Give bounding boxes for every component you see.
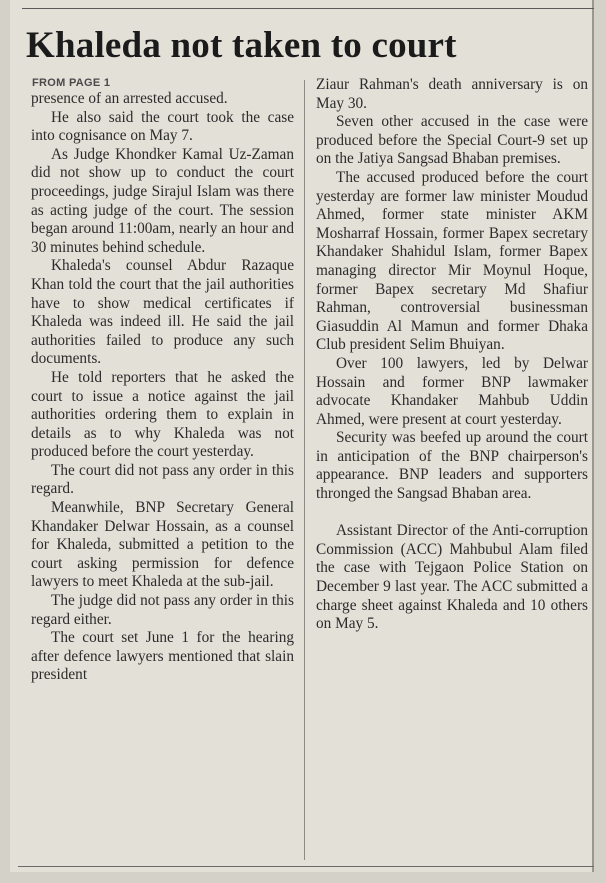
- paragraph: He told reporters that he asked the court to issue a notice against the jail authorities ordering them to explain in details as to why Khaleda was not produced before the court yesterday.: [31, 368, 294, 461]
- paragraph: Security was beefed up around the court in anticipation of the BNP chairperson's appearance. BNP leaders and supporters thronged the Sangsad Bhaban area.: [316, 429, 588, 503]
- paragraph: Khaleda's counsel Abdur Razaque Khan told the court that the jail authorities have to show medical certificates if Khaleda was indeed ill. He said the jail authorities failed to produce any such documents.: [31, 257, 294, 368]
- paragraph: presence of an arrested accused.: [31, 90, 228, 107]
- paragraph: Meanwhile, BNP Secretary General Khandaker Delwar Hossain, as a counsel for Khaleda, submitted a petition to the court asking permission for defence lawyers to meet Khaleda at the sub-jail.: [31, 499, 294, 591]
- bottom-rule: [18, 866, 594, 867]
- paragraph: As Judge Khondker Kamal Uz-Zaman did not show up to conduct the court proceedings, judge Sirajul Islam was there as acting judge of the court. The session began around 11:00am, nearly an hour and 30 minutes behind schedule.: [31, 145, 294, 256]
- column-divider: [304, 80, 305, 860]
- paragraph: Seven other accused in the case were produced before the Special Court-9 set up on the Jatiya Sangsad Bhaban premises.: [316, 113, 588, 168]
- headline: Khaleda not taken to court: [26, 25, 457, 66]
- paragraph: The accused produced before the court yesterday are former law minister Moudud Ahmed, former state minister AKM Mosharraf Hossain, former Bapex secretary Khandaker Shahidul Islam, former Bapex managing director Mir Moynul Hoque, former Bapex secretary Md Shafiur Rahman, controversial businessman Giasuddin Al Mamun and former Dhaka Club president Selim Bhuiyan.: [316, 168, 588, 354]
- jump-label: FROM PAGE 1: [32, 77, 111, 89]
- paragraph: Over 100 lawyers, led by Delwar Hossain and former BNP lawmaker advocate Khandaker Mahbub Uddin Ahmed, were present at court yesterday.: [316, 354, 588, 428]
- paragraph: The court did not pass any order in this regard.: [31, 461, 294, 498]
- left-column: [31, 76, 294, 685]
- paragraph: The court set June 1 for the hearing after defence lawyers mentioned that slain president: [31, 629, 294, 684]
- right-column: [316, 76, 588, 634]
- paragraph: The judge did not pass any order in this regard either.: [31, 592, 294, 628]
- paragraph: He also said the court took the case into cognisance on May 7.: [31, 108, 294, 145]
- top-rule: [22, 8, 594, 9]
- paragraph: Assistant Director of the Anti-corruption Commission (ACC) Mahbubul Alam filed the case with Tejgaon Police Station on December 9 last year. The ACC submitted a charge sheet against Khaleda and 10 others on May 5.: [316, 522, 588, 633]
- paragraph: Ziaur Rahman's death anniversary is on May 30.: [316, 76, 588, 112]
